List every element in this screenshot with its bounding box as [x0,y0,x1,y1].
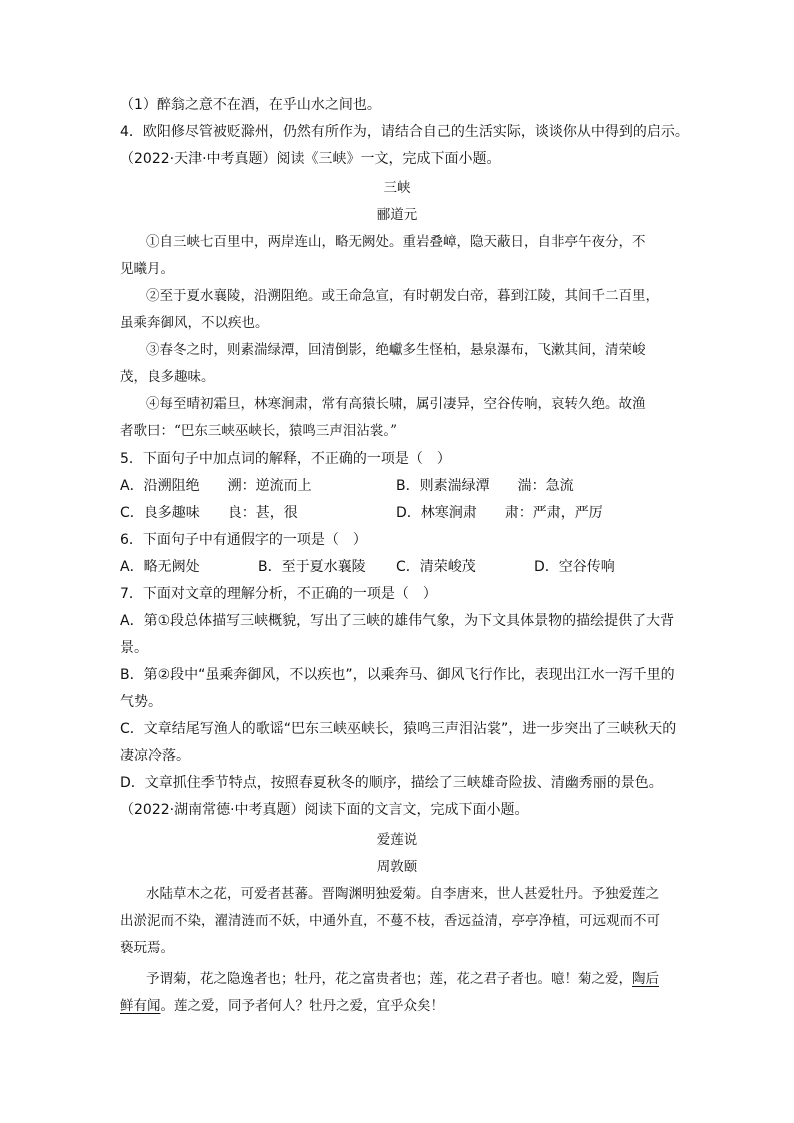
question-6-option-c: C．清荣峻茂 [396,559,476,575]
sanxia-para-1-line-2: 见曦月。 [120,261,174,277]
question-5-option-c: C．良多趣味 良：甚，很 [120,505,298,521]
sanxia-title: 三峡 [383,180,411,196]
question-5-option-d: D．林寒涧肃 肃：严肃，严厉 [396,505,603,521]
ailian-para-1-line-3: 亵玩焉。 [120,940,174,956]
intro-line: （1）醉翁之意不在酒，在乎山水之间也。 [120,97,381,113]
question-7-option-c-line-1: C．文章结尾写渔人的歌谣“巴东三峡巫峡长，猿鸣三声泪沾裳”，进一步突出了三峡秋天的 [120,721,677,737]
question-6-option-b: B．至于夏水襄陵 [258,559,366,575]
sanxia-para-2-line-1: ②至于夏水襄陵，沿溯阻绝。或王命急宣，有时朝发白帝，暮到江陵，其间千二百里， [146,288,659,304]
question-6-option-a: A．略无阙处 [120,559,200,575]
question-7-option-b-line-1: B．第②段中“虽乘奔御风，不以疾也”，以乘奔马、御风飞行作比，表现出江水一泻千里的 [120,667,675,683]
question-7-stem: 7．下面对文章的理解分析，不正确的一项是（ ） [120,586,437,602]
changde-source-line: （2022·湖南常德·中考真题）阅读下面的文言文，完成下面小题。 [120,802,529,818]
ailian-para-2-line-1-text: 予谓菊，花之隐逸者也；牡丹，花之富贵者也；莲，花之君子者也。噫！菊之爱， [146,971,632,987]
sanxia-para-1-line-1: ①自三峡七百里中，两岸连山，略无阙处。重岩叠嶂，隐天蔽日，自非亭午夜分，不 [146,234,646,250]
ailian-title: 爱莲说 [376,832,418,848]
sanxia-author: 郦道元 [376,207,418,223]
sanxia-para-3-line-2: 茂，良多趣味。 [120,369,215,385]
ailian-para-2-line-2 [120,996,444,1016]
ailian-para-2-line-1 [146,969,659,989]
question-7-option-a-line-1: A．第①段总体描写三峡概貌，写出了三峡的雄伟气象，为下文具体景物的描绘提供了大背 [120,613,675,629]
underlined-phrase-part-2: 鲜有闻 [120,998,161,1014]
ailian-para-2-line-2-text: 。莲之爱，同予者何人？牡丹之爱，宜乎众矣！ [160,998,444,1014]
tianjin-source-line: （2022·天津·中考真题）阅读《三峡》一文，完成下面小题。 [120,151,501,167]
ailian-author: 周敦颐 [376,859,418,875]
question-4: 4．欧阳修尽管被贬滁州，仍然有所作为，请结合自己的生活实际，谈谈你从中得到的启示。 [120,124,689,140]
question-6-stem: 6．下面句子中有通假字的一项是（ ） [120,532,367,548]
sanxia-para-2-line-2: 虽乘奔御风，不以疾也。 [120,315,269,331]
question-5-option-a: A．沿溯阻绝 溯：逆流而上 [120,478,312,494]
question-7-option-a-line-2: 景。 [120,640,148,656]
sanxia-para-4-line-2: 者歌曰：“巴东三峡巫峡长，猿鸣三声泪沾裳。” [120,423,398,439]
sanxia-para-3-line-1: ③春冬之时，则素湍绿潭，回清倒影，绝巘多生怪柏，悬泉瀑布，飞漱其间，清荣峻 [146,342,646,358]
underlined-phrase-part-1: 陶后 [632,971,659,987]
question-5-option-b: B．则素湍绿潭 湍：急流 [396,478,574,494]
question-6-option-d: D．空谷传响 [534,559,615,575]
ailian-para-1-line-1: 水陆草木之花，可爱者甚蕃。晋陶渊明独爱菊。自李唐来，世人甚爱牡丹。予独爱莲之 [146,886,659,902]
question-5-stem: 5．下面句子中加点词的解释，不正确的一项是（ ） [120,451,451,467]
question-7-option-c-line-2: 凄凉冷落。 [120,748,190,764]
question-7-option-d-line-1: D．文章抓住季节特点，按照春夏秋冬的顺序，描绘了三峡雄奇险拔、清幽秀丽的景色。 [120,775,663,791]
sanxia-para-4-line-1: ④每至晴初霜旦，林寒涧肃，常有高猿长啸，属引凄异，空谷传响，哀转久绝。故渔 [146,396,646,412]
question-7-option-b-line-2: 气势。 [120,694,162,710]
ailian-para-1-line-2: 出淤泥而不染，濯清涟而不妖，中通外直，不蔓不枝，香远益清，亭亭净植，可远观而不可 [120,913,660,929]
